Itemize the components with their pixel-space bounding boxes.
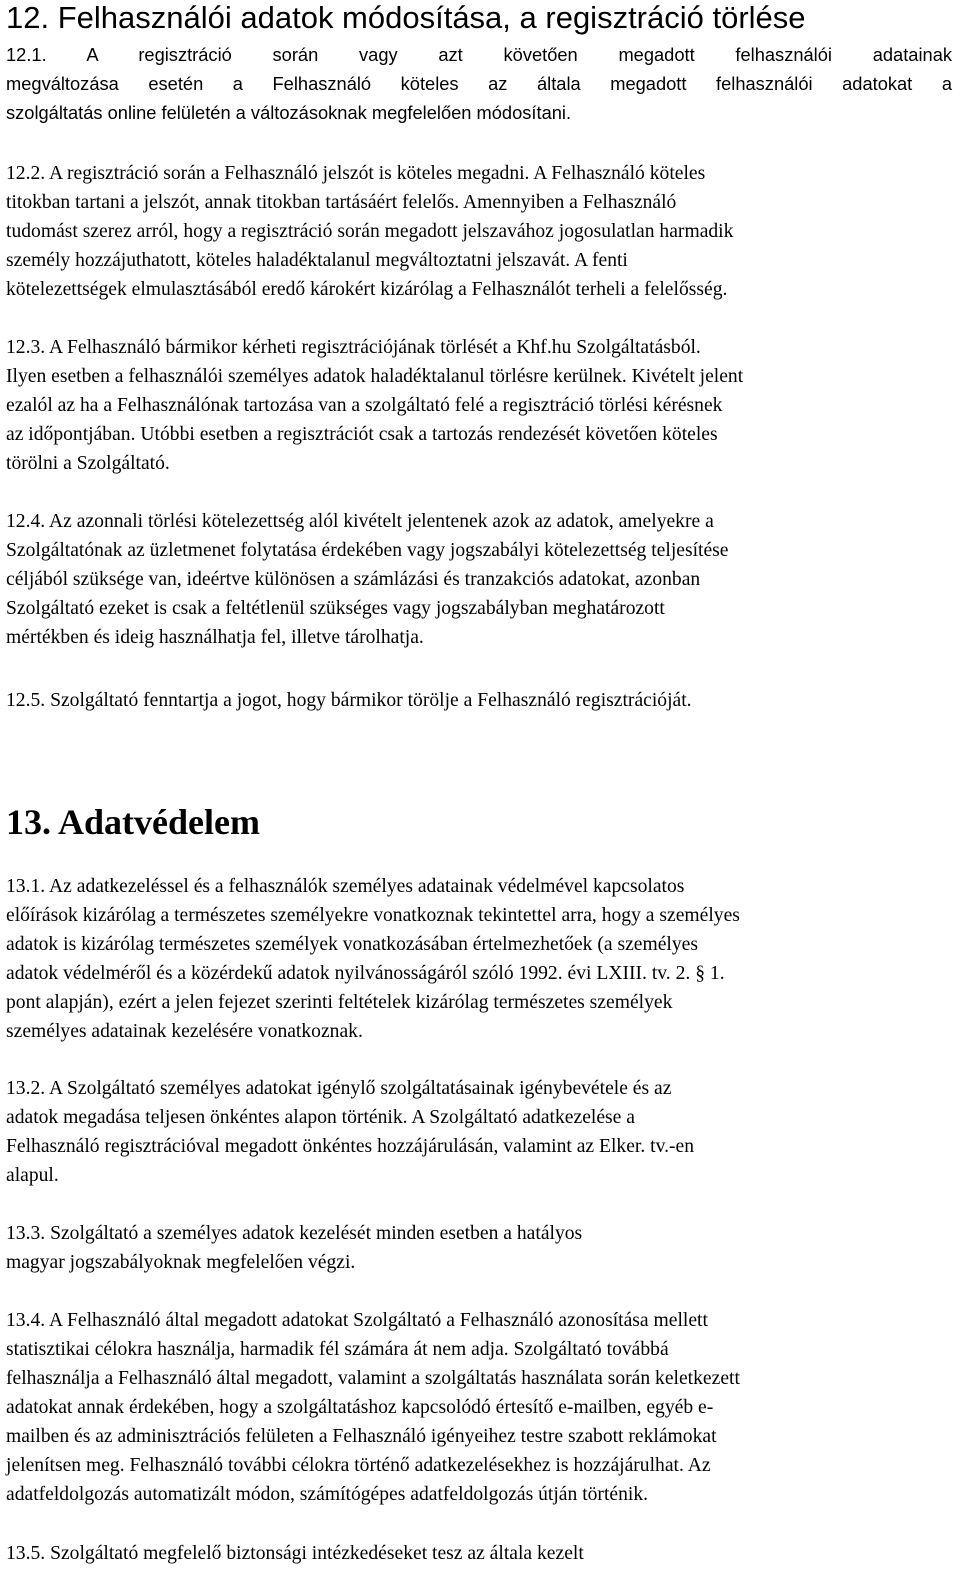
text-line: kötelezettségek elmulasztásából eredő károkért kizárólag a Felhasználót terheli a felelősség. — [6, 279, 728, 300]
text-line: 12.4. Az azonnali törlési kötelezettség alól kivételt jelentenek azok az adatok, amelyekre a — [6, 511, 714, 532]
paragraph-12-2 — [6, 159, 952, 304]
text-line: 13.1. Az adatkezeléssel és a felhasználók személyes adatainak védelmével kapcsolatos — [6, 876, 685, 897]
text-line: adatok megadása teljesen önkéntes alapon történik. A Szolgáltató adatkezelése a — [6, 1107, 635, 1128]
text-line: 12.2. A regisztráció során a Felhasználó jelszót is köteles megadni. A Felhasználó köteles — [6, 163, 706, 184]
paragraph-13-5 — [6, 1539, 952, 1568]
paragraph-13-4 — [6, 1306, 952, 1509]
text-line: mailben és az adminisztrációs felületen a Felhasználó igényeihez testre szabott reklámokat — [6, 1426, 717, 1447]
text-line: ezalól az ha a Felhasználónak tartozása van a szolgáltató felé a regisztráció törlési kérésnek — [6, 395, 723, 416]
text-line: adatfeldolgozás automatizált módon, számítógépes adatfeldolgozás útján történik. — [6, 1484, 649, 1505]
text-line: tudomást szerez arról, hogy a regisztráció során megadott jelszavához jogosulatlan harmadik — [6, 221, 734, 242]
paragraph-13-1 — [6, 872, 952, 1046]
text-line: jelenítsen meg. Felhasználó további célokra történő adatkezelésekhez is hozzájárulhat. Az — [6, 1455, 711, 1476]
text-line: 12.5. Szolgáltató fenntartja a jogot, hogy bármikor törölje a Felhasználó regisztrációját. — [6, 690, 692, 711]
text-line: adatokat annak érdekében, hogy a szolgáltatáshoz kapcsolódó értesítő e-mailben, egyéb e- — [6, 1397, 714, 1418]
section-13-heading: 13. Adatvédelem — [6, 802, 260, 842]
paragraph-12-4 — [6, 507, 952, 652]
text-line: alapul. — [6, 1165, 59, 1186]
text-line: Szolgáltató ezeket is csak a feltétlenül szükséges vagy jogszabályban meghatározott — [6, 598, 665, 619]
text-line: Ilyen esetben a felhasználói személyes adatok haladéktalanul törlésre kerülnek. Kivételt jelent — [6, 366, 744, 387]
text-line: törölni a Szolgáltató. — [6, 453, 170, 474]
text-line: felhasználja a Felhasználó által megadott, valamint a szolgáltatás használata során keletkezett — [6, 1368, 740, 1389]
text-line: céljából szüksége van, ideértve különösen a számlázási és tranzakciós adatokat, azonban — [6, 569, 701, 590]
text-line: adatok védelméről és a közérdekű adatok nyilvánosságáról szóló 1992. évi LXIII. tv. 2. § 1. — [6, 963, 725, 984]
text-line: Szolgáltatónak az üzletmenet folytatása érdekében vagy jogszabályi kötelezettség teljesítése — [6, 540, 729, 561]
text-line: személy hozzájuthatott, köteles haladéktalanul megváltoztatni jelszavát. A fenti — [6, 250, 628, 271]
text-line: 13.2. A Szolgáltató személyes adatokat igénylő szolgáltatásainak igénybevétele és az — [6, 1078, 672, 1099]
paragraph-12-1 — [6, 40, 952, 127]
paragraph-13-3 — [6, 1219, 952, 1277]
text-line: statisztikai célokra használja, harmadik fél számára át nem adja. Szolgáltató továbbá — [6, 1339, 669, 1360]
text-line: titokban tartani a jelszót, annak titokban tartásáért felelős. Amennyiben a Felhasználó — [6, 192, 677, 213]
text-line: 12.1. A regisztráció során vagy azt követően megadott felhasználói adatainak — [6, 44, 952, 65]
text-line: 13.4. A Felhasználó által megadott adatokat Szolgáltató a Felhasználó azonosítása mellett — [6, 1310, 708, 1331]
text-line: 13.3. Szolgáltató a személyes adatok kezelését minden esetben a hatályos — [6, 1223, 583, 1244]
paragraph-12-5 — [6, 686, 952, 715]
section-12-heading: 12. Felhasználói adatok módosítása, a regisztráció törlése — [6, 0, 806, 35]
paragraph-13-2 — [6, 1074, 952, 1190]
text-line: pont alapján), ezért a jelen fejezet szerinti feltételek kizárólag természetes személyek — [6, 992, 673, 1013]
paragraph-12-3 — [6, 333, 952, 478]
text-line: adatok is kizárólag természetes személyek vonatkozásában értelmezhetőek (a személyes — [6, 934, 698, 955]
text-line: Felhasználó regisztrációval megadott önkéntes hozzájárulásán, valamint az Elker. tv.-en — [6, 1136, 695, 1157]
text-line: 13.5. Szolgáltató megfelelő biztonsági intézkedéseket tesz az általa kezelt — [6, 1543, 584, 1564]
text-line: személyes adatainak kezelésére vonatkoznak. — [6, 1021, 363, 1042]
text-line: magyar jogszabályoknak megfelelően végzi. — [6, 1252, 356, 1273]
text-line: 12.3. A Felhasználó bármikor kérheti regisztrációjának törlését a Khf.hu Szolgáltatásból. — [6, 337, 701, 358]
text-line: mértékben és ideig használhatja fel, illetve tárolhatja. — [6, 627, 424, 648]
text-line: szolgáltatás online felületén a változásoknak megfelelően módosítani. — [6, 102, 572, 123]
text-line: megváltozása esetén a Felhasználó köteles az általa megadott felhasználói adatokat a — [6, 73, 952, 94]
text-line: előírások kizárólag a természetes személyekre vonatkoznak tekintettel arra, hogy a személyes — [6, 905, 740, 926]
text-line: az időpontjában. Utóbbi esetben a regisztrációt csak a tartozás rendezését követően köteles — [6, 424, 718, 445]
